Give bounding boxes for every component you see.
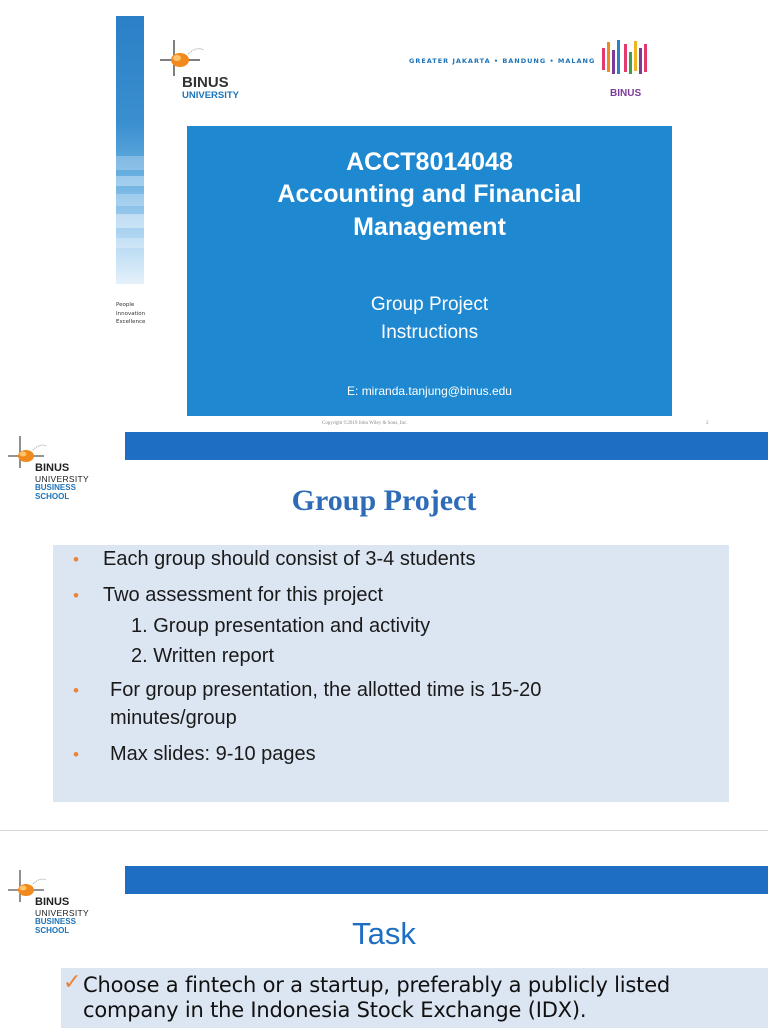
slide-task <box>0 838 768 1024</box>
logo-sub: UNIVERSITY <box>182 90 240 101</box>
copyright: Copyright ©2019 John Wiley & Sons, Inc. <box>322 421 408 426</box>
task-line: Choose a fintech or a startup, preferably a publicly listed <box>83 973 671 997</box>
task-text <box>83 973 763 1023</box>
title-box <box>187 126 672 416</box>
slide-title: Task <box>352 916 416 951</box>
list-item: 1. Group presentation and activity <box>131 615 431 637</box>
course-title-line: Management <box>353 213 506 241</box>
tagline <box>116 301 145 327</box>
logo-line: SCHOOL <box>35 926 70 935</box>
logo-line: UNIVERSITY <box>35 908 90 918</box>
bullet-icon: • <box>73 550 79 569</box>
page-number: 2 <box>706 421 709 426</box>
logo-line: BUSINESS <box>35 483 76 492</box>
subtitle-line: Instructions <box>380 322 479 343</box>
list-item: Each group should consist of 3-4 students <box>103 548 476 570</box>
anniversary-brand: BINUS <box>610 88 642 99</box>
slide-group-project <box>0 422 768 830</box>
header-bar <box>125 432 768 460</box>
forty-years-icon <box>598 38 650 88</box>
list-item: For group presentation, the allotted time is 15-20 <box>110 679 542 701</box>
slide-title <box>98 0 672 418</box>
logo-brand: BINUS <box>35 462 70 474</box>
contact-email: E: miranda.tanjung@binus.edu <box>347 384 512 398</box>
logo-brand: BINUS <box>35 896 70 908</box>
bullet-icon: • <box>73 745 79 764</box>
bullet-icon: • <box>73 681 79 700</box>
tagline-line: People <box>116 302 135 308</box>
list-item: 2. Written report <box>131 645 275 667</box>
binus-university-logo <box>160 36 260 102</box>
subtitle-line: Group Project <box>370 294 489 315</box>
header-bar <box>125 866 768 894</box>
checkmark-icon: ✓ <box>63 970 82 995</box>
list-item: Two assessment for this project <box>103 584 384 606</box>
campus-cities: GREATER JAKARTA • BANDUNG • MALANG <box>409 57 596 65</box>
list-item: Max slides: 9-10 pages <box>110 743 316 765</box>
content-box <box>53 545 729 802</box>
course-title <box>187 178 672 244</box>
bullet-icon: • <box>73 586 79 605</box>
task-line: company in the Indonesia Stock Exchange (IDX). <box>83 998 587 1022</box>
slide-divider <box>0 830 768 831</box>
decorative-stripe <box>116 16 144 284</box>
tagline-line: Innovation <box>116 310 146 317</box>
anniversary-logo <box>598 38 650 100</box>
list-item: minutes/group <box>110 707 237 729</box>
content-box <box>61 968 768 1028</box>
logo-line: UNIVERSITY <box>35 474 90 484</box>
course-code: ACCT8014048 <box>346 148 513 176</box>
logo-line: BUSINESS <box>35 917 76 926</box>
subtitle <box>187 291 672 347</box>
tagline-line: Excellence <box>116 319 146 325</box>
logo-brand: BINUS <box>182 74 229 91</box>
logo-line: SCHOOL <box>35 492 70 501</box>
slide-title: Group Project <box>291 484 477 517</box>
course-title-line: Accounting and Financial <box>277 180 582 208</box>
